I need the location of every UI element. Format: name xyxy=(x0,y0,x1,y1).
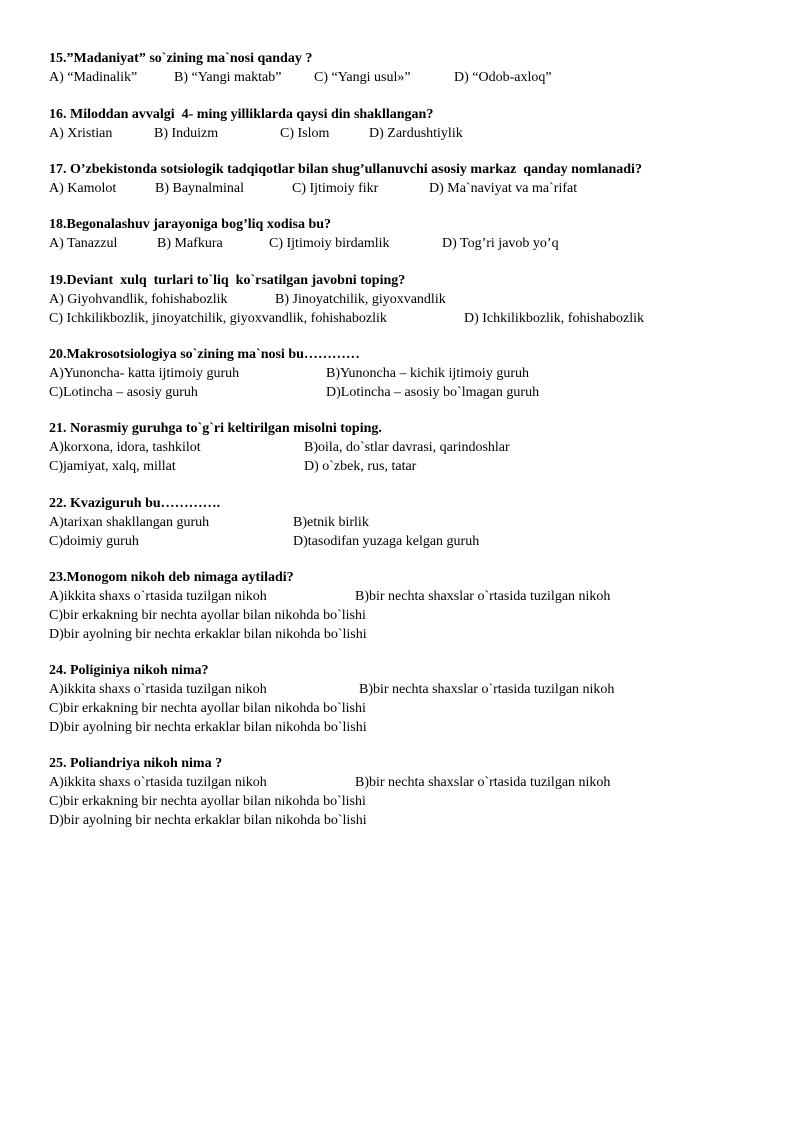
options-row xyxy=(49,607,769,626)
option-a: A) “Madinalik” xyxy=(49,70,138,85)
option-d: D)bir ayolning bir nechta erkaklar bilan nikohda bo`lishi xyxy=(49,813,367,828)
question-title: 23.Monogom nikoh deb nimaga aytiladi? xyxy=(49,570,294,585)
option-a: A)ikkita shaxs o`rtasida tuzilgan nikoh xyxy=(49,589,267,604)
option-b: B)bir nechta shaxslar o`rtasida tuzilgan nikoh xyxy=(355,589,611,604)
question-title: 19.Deviant xulq turlari to`liq ko`rsatilgan javobni toping? xyxy=(49,273,406,288)
options-row xyxy=(49,719,769,738)
option-d: D) Ichkilikbozlik, fohishabozlik xyxy=(464,311,645,326)
option-a: A) Giyohvandlik, fohishabozlik xyxy=(49,292,228,307)
options-row xyxy=(49,514,769,533)
option-a: A)ikkita shaxs o`rtasida tuzilgan nikoh xyxy=(49,682,267,697)
option-b: B) Jinoyatchilik, giyoxvandlik xyxy=(275,292,446,307)
option-c: C)bir erkakning bir nechta ayollar bilan nikohda bo`lishi xyxy=(49,794,366,809)
option-a: A)ikkita shaxs o`rtasida tuzilgan nikoh xyxy=(49,775,267,790)
option-b: B)Yunoncha – kichik ijtimoiy guruh xyxy=(326,366,529,381)
options-row xyxy=(49,69,769,88)
question-title: 17. O’zbekistonda sotsiologik tadqiqotlar bilan shug’ullanuvchi asosiy markaz qanday nomlanadi? xyxy=(49,162,642,177)
question-20 xyxy=(49,346,769,403)
option-a: A)korxona, idora, tashkilot xyxy=(49,440,201,455)
option-b: B)oila, do`stlar davrasi, qarindoshlar xyxy=(304,440,510,455)
options-row xyxy=(49,793,769,812)
option-d: D) Tog’ri javob yo’q xyxy=(442,236,559,251)
option-b: B) “Yangi maktab” xyxy=(174,70,282,85)
option-d: D)bir ayolning bir nechta erkaklar bilan nikohda bo`lishi xyxy=(49,720,367,735)
options-row xyxy=(49,458,769,477)
option-c: C) Ijtimoiy birdamlik xyxy=(269,236,390,251)
question-22 xyxy=(49,495,769,552)
options-row xyxy=(49,812,769,831)
question-19 xyxy=(49,272,769,329)
options-row xyxy=(49,588,769,607)
question-title: 16. Miloddan avvalgi 4- ming yilliklarda qaysi din shakllangan? xyxy=(49,107,434,122)
option-c: C)Lotincha – asosiy guruh xyxy=(49,385,198,400)
question-23 xyxy=(49,569,769,645)
option-c: C) Islom xyxy=(280,126,330,141)
question-title: 21. Norasmiy guruhga to`g`ri keltirilgan misolni toping. xyxy=(49,421,382,436)
options-row xyxy=(49,310,769,329)
option-d: D) o`zbek, rus, tatar xyxy=(304,459,417,474)
question-17 xyxy=(49,161,769,199)
question-25 xyxy=(49,755,769,831)
options-row xyxy=(49,700,769,719)
question-title: 15.”Madaniyat” so`zining ma`nosi qanday ? xyxy=(49,51,313,66)
options-row xyxy=(49,291,769,310)
option-b: B) Baynalminal xyxy=(155,181,245,196)
option-c: C) Ijtimoiy fikr xyxy=(292,181,379,196)
options-row xyxy=(49,235,769,254)
question-21 xyxy=(49,420,769,477)
question-24 xyxy=(49,662,769,738)
option-d: D) Zardushtiylik xyxy=(369,126,463,141)
option-a: A)tarixan shakllangan guruh xyxy=(49,515,210,530)
option-c: C)jamiyat, xalq, millat xyxy=(49,459,176,474)
option-c: C)bir erkakning bir nechta ayollar bilan nikohda bo`lishi xyxy=(49,608,366,623)
option-b: B)bir nechta shaxslar o`rtasida tuzilgan nikoh xyxy=(355,775,611,790)
question-18 xyxy=(49,216,769,254)
options-row xyxy=(49,125,769,144)
option-d: D)Lotincha – asosiy bo`lmagan guruh xyxy=(326,385,540,400)
option-d: D) “Odob-axloq” xyxy=(454,70,552,85)
options-row xyxy=(49,365,769,384)
options-row xyxy=(49,681,769,700)
options-row xyxy=(49,774,769,793)
options-row xyxy=(49,626,769,645)
option-a: A) Tanazzul xyxy=(49,236,118,251)
question-title: 24. Poliginiya nikoh nima? xyxy=(49,663,209,678)
option-d: D)bir ayolning bir nechta erkaklar bilan nikohda bo`lishi xyxy=(49,627,367,642)
option-a: A) Kamolot xyxy=(49,181,117,196)
option-b: B) Mafkura xyxy=(157,236,223,251)
option-d: D) Ma`naviyat va ma`rifat xyxy=(429,181,578,196)
options-row xyxy=(49,439,769,458)
question-title: 20.Makrosotsiologiya so`zining ma`nosi bu………… xyxy=(49,347,360,362)
question-title: 25. Poliandriya nikoh nima ? xyxy=(49,756,223,771)
options-row xyxy=(49,533,769,552)
question-title: 18.Begonalashuv jarayoniga bog’liq xodisa bu? xyxy=(49,217,332,232)
option-a: A)Yunoncha- katta ijtimoiy guruh xyxy=(49,366,240,381)
option-c: C) “Yangi usul»” xyxy=(314,70,411,85)
question-15 xyxy=(49,50,769,88)
option-b: B)bir nechta shaxslar o`rtasida tuzilgan nikoh xyxy=(359,682,615,697)
options-row xyxy=(49,384,769,403)
option-b: B) Induizm xyxy=(154,126,219,141)
question-16 xyxy=(49,106,769,144)
option-c: C) Ichkilikbozlik, jinoyatchilik, giyoxvandlik, fohishabozlik xyxy=(49,311,387,326)
question-title: 22. Kvaziguruh bu…………. xyxy=(49,496,221,511)
option-a: A) Xristian xyxy=(49,126,113,141)
option-b: B)etnik birlik xyxy=(293,515,369,530)
options-row xyxy=(49,180,769,199)
option-d: D)tasodifan yuzaga kelgan guruh xyxy=(293,534,480,549)
option-c: C)doimiy guruh xyxy=(49,534,139,549)
option-c: C)bir erkakning bir nechta ayollar bilan nikohda bo`lishi xyxy=(49,701,366,716)
